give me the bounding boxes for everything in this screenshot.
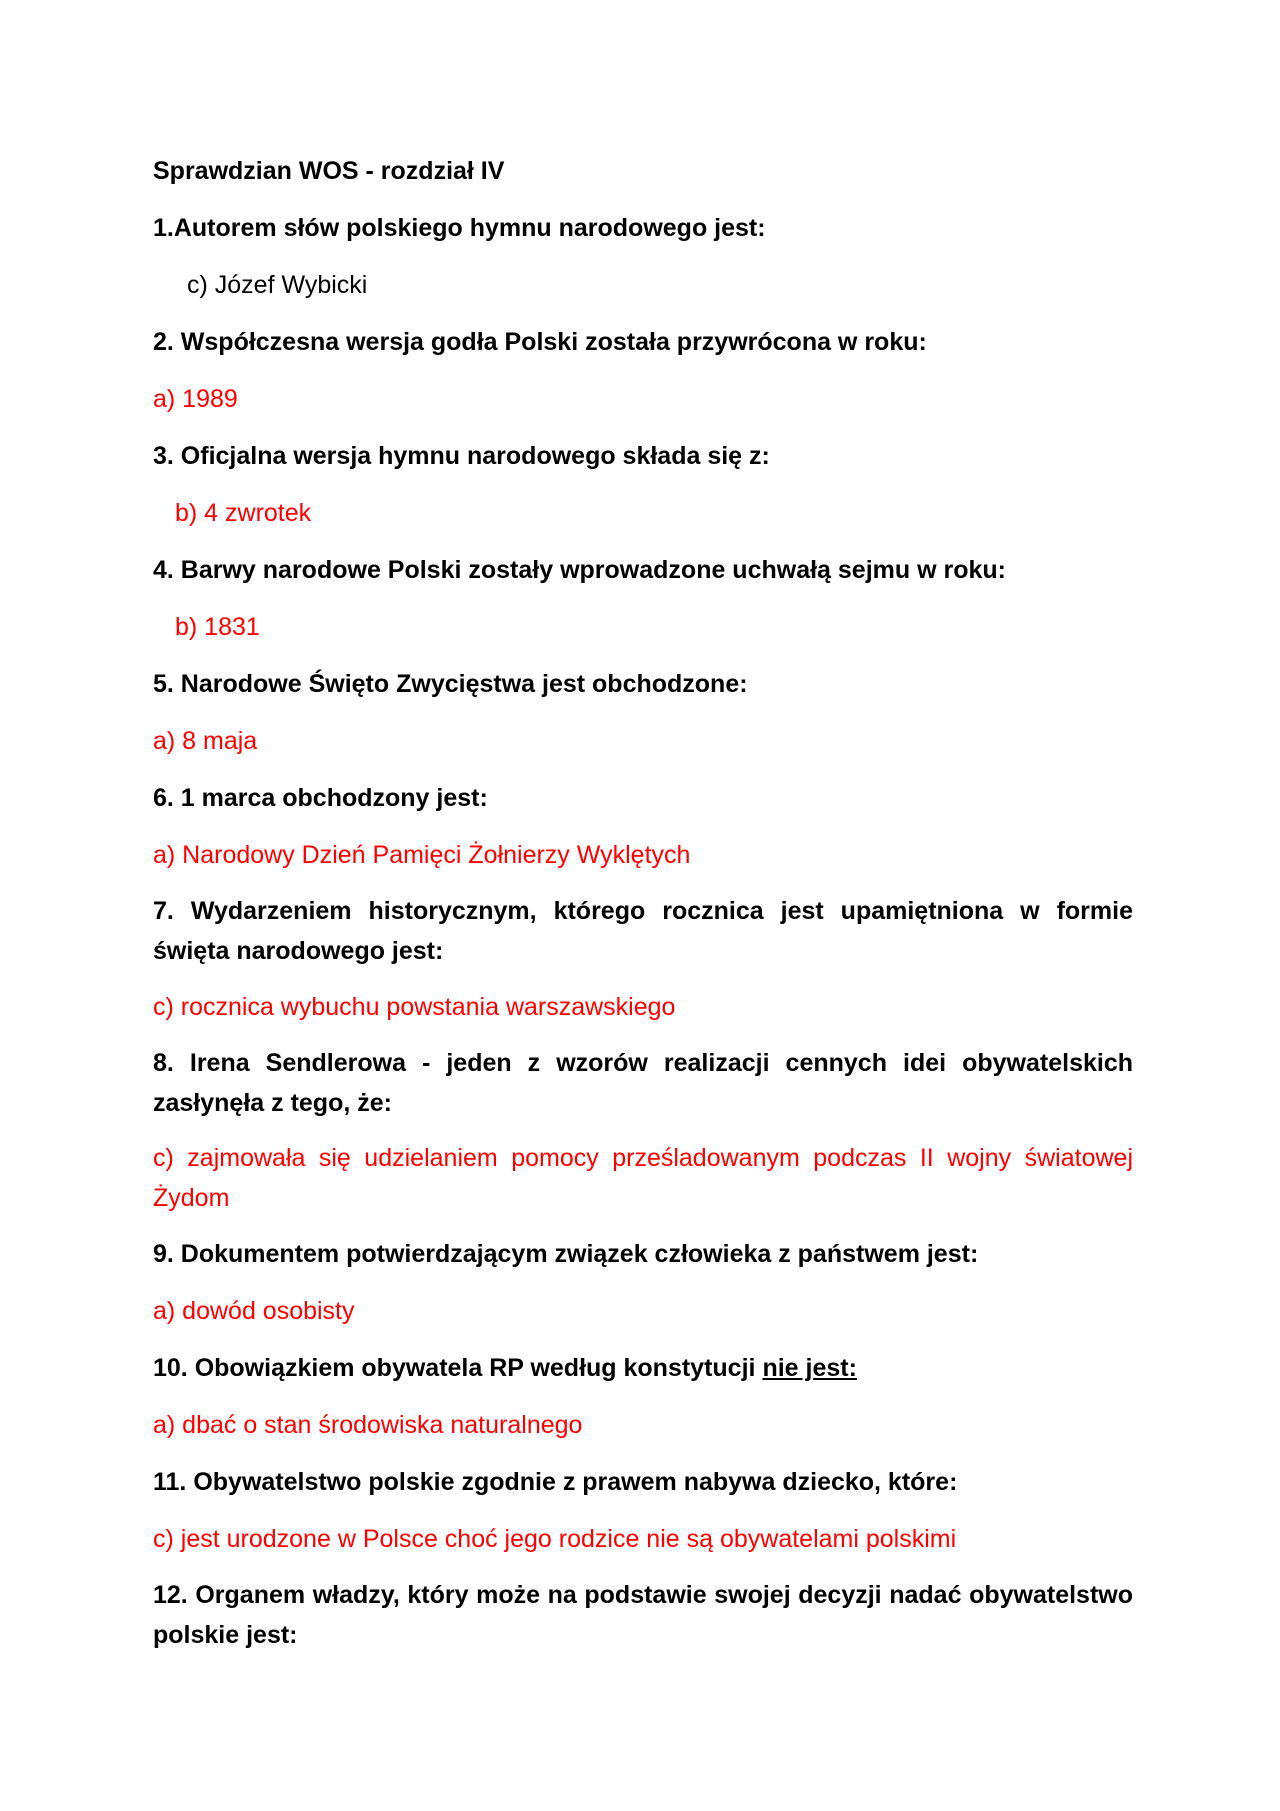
answer-9: a) dowód osobisty: [153, 1297, 355, 1325]
question-10-text: 10. Obowiązkiem obywatela RP według konstytucji: [153, 1354, 763, 1382]
document-title: Sprawdzian WOS - rozdział IV: [153, 157, 505, 185]
answer-10: a) dbać o stan środowiska naturalnego: [153, 1411, 583, 1439]
answer-3: b) 4 zwrotek: [175, 499, 312, 527]
question-2: 2. Współczesna wersja godła Polski została przywrócona w roku:: [153, 328, 927, 356]
question-5: 5. Narodowe Święto Zwycięstwa jest obchodzone:: [153, 670, 748, 698]
question-8: 8. Irena Sendlerowa - jeden z wzorów realizacji cennych idei obywatelskich zasłynęła z tego, że:: [153, 1049, 1133, 1117]
document-page: [153, 154, 1133, 1674]
question-7: 7. Wydarzeniem historycznym, którego rocznica jest upamiętniona w formie święta narodowego jest:: [153, 897, 1133, 965]
question-10: [153, 1351, 1133, 1385]
answer-11: c) jest urodzone w Polsce choć jego rodzice nie są obywatelami polskimi: [153, 1525, 957, 1553]
question-9: 9. Dokumentem potwierdzającym związek człowieka z państwem jest:: [153, 1240, 979, 1268]
answer-1: c) Józef Wybicki: [187, 271, 368, 299]
answer-2: a) 1989: [153, 385, 238, 413]
answer-7: c) rocznica wybuchu powstania warszawskiego: [153, 993, 676, 1021]
question-3: 3. Oficjalna wersja hymnu narodowego składa się z:: [153, 442, 770, 470]
answer-5: a) 8 maja: [153, 727, 258, 755]
answer-4: b) 1831: [175, 613, 260, 641]
question-1: 1.Autorem słów polskiego hymnu narodowego jest:: [153, 214, 766, 242]
question-10-underlined: nie jest:: [762, 1354, 857, 1382]
question-6: 6. 1 marca obchodzony jest:: [153, 784, 488, 812]
answer-8: c) zajmowała się udzielaniem pomocy prześladowanym podczas II wojny światowej Żydom: [153, 1144, 1133, 1212]
question-12: 12. Organem władzy, który może na podstawie swojej decyzji nadać obywatelstwo polskie jest:: [153, 1581, 1133, 1649]
answer-6: a) Narodowy Dzień Pamięci Żołnierzy Wyklętych: [153, 841, 691, 869]
question-4: 4. Barwy narodowe Polski zostały wprowadzone uchwałą sejmu w roku:: [153, 556, 1006, 584]
question-11: 11. Obywatelstwo polskie zgodnie z prawem nabywa dziecko, które:: [153, 1468, 958, 1496]
